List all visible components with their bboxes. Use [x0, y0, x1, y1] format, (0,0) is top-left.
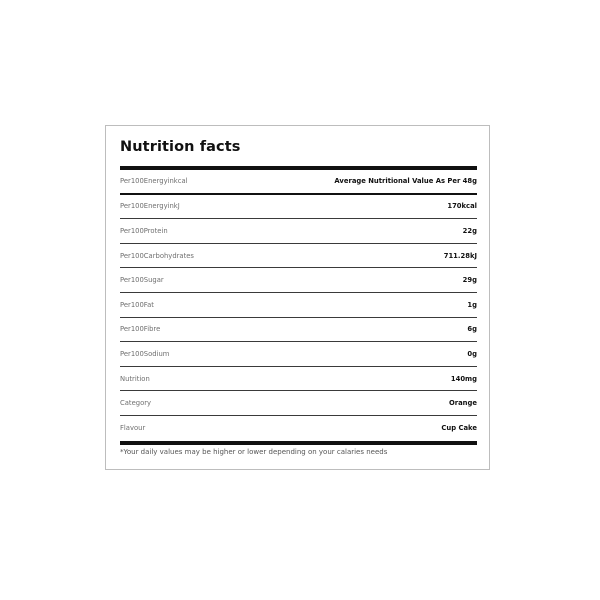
row-value: 140mg: [450, 374, 477, 383]
row-label: Category: [120, 399, 152, 408]
row-label: Flavour: [120, 424, 146, 433]
nutrition-row: [120, 170, 477, 195]
row-label: Per100Sodium: [120, 349, 170, 358]
row-label: Nutrition: [120, 374, 150, 383]
row-value: Orange: [448, 399, 477, 408]
row-label: Per100EnergyinkJ: [120, 202, 180, 211]
row-label: Per100Carbohydrates: [120, 251, 194, 260]
row-value: Average Nutritional Value As Per 48g: [334, 177, 477, 186]
nutrition-title: Nutrition facts: [120, 139, 241, 155]
row-label: Per100Fat: [120, 300, 154, 309]
row-value: 170kcal: [447, 202, 477, 211]
nutrition-row: [120, 367, 477, 392]
daily-values-footnote: *Your daily values may be higher or lower depending on your calaries needs: [120, 448, 388, 456]
row-value: Cup Cake: [441, 424, 477, 433]
row-value: 22g: [462, 226, 477, 235]
row-value: 0g: [467, 349, 477, 358]
nutrition-row: [120, 318, 477, 343]
nutrition-row: [120, 342, 477, 367]
nutrition-row: [120, 195, 477, 220]
nutrition-facts-panel: [105, 125, 490, 470]
nutrition-row: [120, 219, 477, 244]
nutrition-row: [120, 268, 477, 293]
nutrition-row: [120, 293, 477, 318]
nutrition-row: [120, 416, 477, 441]
row-label: Per100Sugar: [120, 276, 164, 285]
row-value: 711.28kJ: [443, 251, 477, 260]
nutrition-row: [120, 244, 477, 269]
row-value: 6g: [467, 325, 477, 334]
row-label: Per100Energyinkcal: [120, 177, 188, 186]
footer-divider: [120, 441, 477, 445]
row-value: 29g: [462, 276, 477, 285]
row-label: Per100Protein: [120, 226, 168, 235]
row-value: 1g: [467, 300, 477, 309]
row-label: Per100Fibre: [120, 325, 161, 334]
nutrition-row: [120, 391, 477, 416]
